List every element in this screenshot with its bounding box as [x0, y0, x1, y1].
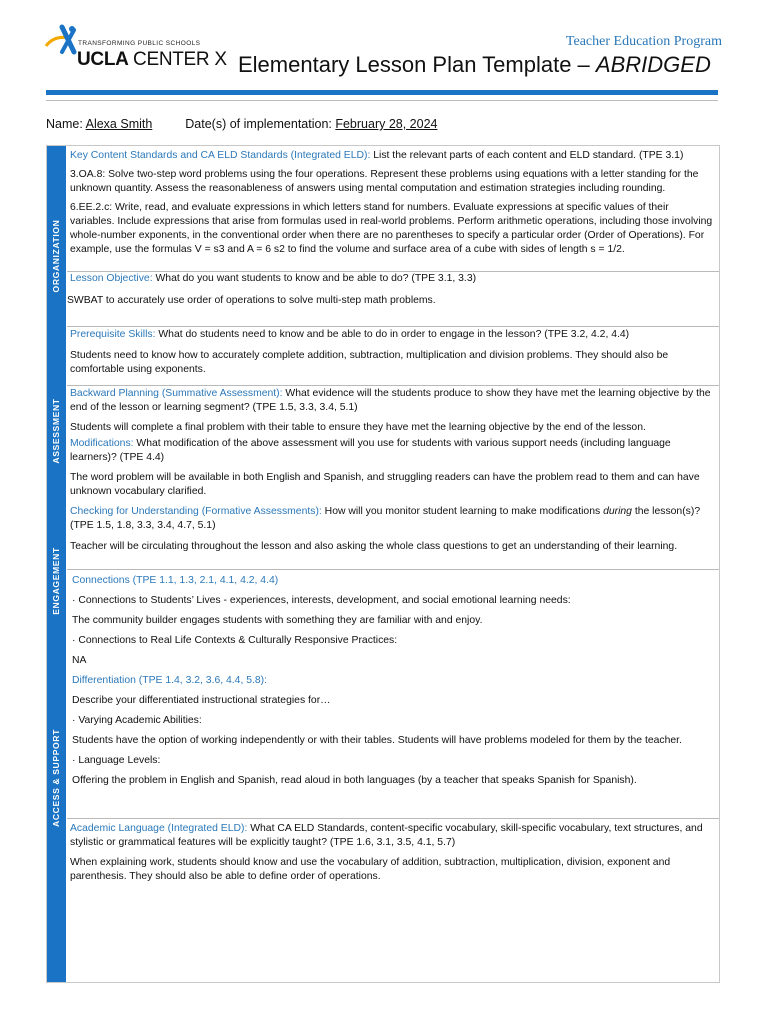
academic-language-section: [67, 819, 719, 982]
title-main: Elementary Lesson Plan Template –: [238, 52, 596, 77]
objective-answer: SWBAT to accurately use order of operations to solve multi-step math problems.: [67, 295, 436, 306]
standards-heading: Key Content Standards and CA ELD Standards (Integrated ELD):: [70, 150, 371, 161]
name-date-line: [46, 117, 438, 131]
cfu-heading: Checking for Understanding (Formative Assessments):: [70, 506, 322, 517]
cfu-prompt-emphasis: during: [603, 506, 632, 517]
logo-wordmark: [77, 50, 227, 69]
date-value: February 28, 2024: [335, 117, 438, 131]
modifications-heading: Modifications:: [70, 438, 134, 449]
prerequisite-heading: Prerequisite Skills:: [70, 329, 156, 340]
sidebar-access-support: ACCESS & SUPPORT: [51, 729, 61, 827]
connections-heading: Connections (TPE 1.1, 1.3, 2.1, 4.1, 4.2, 4.4): [72, 575, 279, 586]
prerequisite-answer: Students need to know how to accurately complete addition, subtraction, multiplication and division problems. They should also be comfortable using exponents.: [70, 350, 669, 375]
academic-language-prompt: What CA ELD Standards, content-specific vocabulary, skill-specific vocabulary, text structures, and stylistic or grammatical features will be explicitly taught? (TPE 1.6, 3.1, 3.5, 4.1, 5.7): [70, 823, 703, 848]
center-x-logo-icon: [44, 24, 78, 58]
logo-center-x: CENTER X: [133, 49, 227, 70]
academic-language-heading: Academic Language (Integrated ELD):: [70, 823, 248, 834]
backward-planning-answer: Students will complete a final problem with their table to ensure they have met the learning objective by the end of the lesson.: [70, 422, 646, 433]
differentiation-heading: Differentiation (TPE 1.4, 3.2, 3.6, 4.4, 5.8):: [72, 675, 268, 686]
modifications-prompt: What modification of the above assessment will you use for students with various support needs (including language learners)? (TPE 4.4): [70, 438, 671, 463]
connections-real-label: · Connections to Real Life Contexts & Culturally Responsive Practices:: [72, 635, 398, 646]
connections-lives-label: · Connections to Students’ Lives - experiences, interests, development, and social emotional learning needs:: [72, 595, 571, 606]
connections-section: [67, 570, 719, 819]
prerequisite-prompt: What do students need to know and be able to do in order to engage in the lesson? (TPE 3.2, 4.2, 4.4): [155, 329, 630, 340]
language-levels-label: · Language Levels:: [72, 755, 161, 766]
sidebar-organization: ORGANIZATION: [51, 219, 61, 293]
objective-section: [67, 272, 719, 327]
name-value: Alexa Smith: [85, 117, 153, 131]
backward-planning-prompt: What evidence will the students produce to show they have met the learning objective by the end of the lesson or learning segment? (TPE 1.5, 3.3, 3.4, 5.1): [70, 388, 711, 413]
standards-section: [67, 149, 719, 272]
abilities-answer: Students have the option of working independently or with their tables. Students will have problems modeled for them by the teacher.: [72, 735, 682, 746]
prerequisite-section: [67, 327, 719, 386]
abilities-label: · Varying Academic Abilities:: [72, 715, 202, 726]
assessment-section: [67, 386, 719, 570]
section-sidebar: [47, 146, 66, 982]
standards-paragraph-2: 6.EE.2.c: Write, read, and evaluate expressions in which letters stand for numbers. Evaluate expressions at specific values of their variables. Include expressions that arise from formulas used in real-world problems. Perform arithmetic operations, including those involving whole-number exponents, in the conventional order when there are no parentheses to specify a particular order (Order of Operations). For example, use the formulas V = s3 and A = 6 s2 to find the volume and surface area of a cube with sides of length s = 1/2.: [70, 202, 713, 255]
standards-prompt: List the relevant parts of each content and ELD standard. (TPE 3.1): [370, 150, 684, 161]
header-rule-thin: [46, 100, 718, 101]
sidebar-assessment: ASSESSMENT: [51, 398, 61, 464]
modifications-answer: The word problem will be available in both English and Spanish, and struggling readers can have the problem read to them and can have unknown vocabulary clarified.: [70, 472, 700, 497]
language-levels-answer: Offering the problem in English and Spanish, read aloud in both languages (by a teacher that speaks Spanish for Spanish).: [72, 775, 637, 786]
differentiation-intro: Describe your differentiated instructional strategies for…: [72, 695, 331, 706]
backward-planning-heading: Backward Planning (Summative Assessment):: [70, 388, 283, 399]
header-rule: [46, 90, 718, 95]
objective-heading: Lesson Objective:: [70, 273, 153, 284]
connections-real-answer: NA: [72, 655, 87, 666]
name-label: Name:: [46, 117, 86, 131]
lesson-plan-table: [46, 145, 720, 983]
program-name: Teacher Education Program: [565, 34, 722, 49]
date-label: Date(s) of implementation:: [185, 117, 336, 131]
title-abridged: ABRIDGED: [595, 52, 711, 77]
objective-prompt: What do you want students to know and be able to do? (TPE 3.1, 3.3): [152, 273, 477, 284]
cfu-prompt-a: How will you monitor student learning to make modifications: [321, 506, 604, 517]
connections-lives-answer: The community builder engages students with something they are familiar with and enjoy.: [72, 615, 483, 626]
page-title: [238, 52, 711, 78]
standards-paragraph-1: 3.OA.8: Solve two-step word problems using the four operations. Represent these problems using equations with a letter standing for the unknown quantity. Assess the reasonableness of answers using mental computation and estimation strategies including rounding.: [70, 169, 699, 194]
cfu-prompt-b: the lesson(s)? (TPE 1.5, 1.8, 3.3, 3.4, 4.7, 5.1): [70, 506, 701, 531]
academic-language-answer: When explaining work, students should know and use the vocabulary of addition, subtraction, multiplication, division, exponent and parenthesis. They should also be able to define order of operations.: [70, 857, 671, 882]
logo-ucla: UCLA: [77, 49, 129, 70]
logo-tagline: TRANSFORMING PUBLIC SCHOOLS: [78, 40, 201, 47]
cfu-answer: Teacher will be circulating throughout the lesson and also asking the whole class questions to get an understanding of their learning.: [70, 541, 678, 552]
sidebar-engagement: ENGAGEMENT: [51, 547, 61, 615]
center-x-logo: [44, 24, 234, 84]
